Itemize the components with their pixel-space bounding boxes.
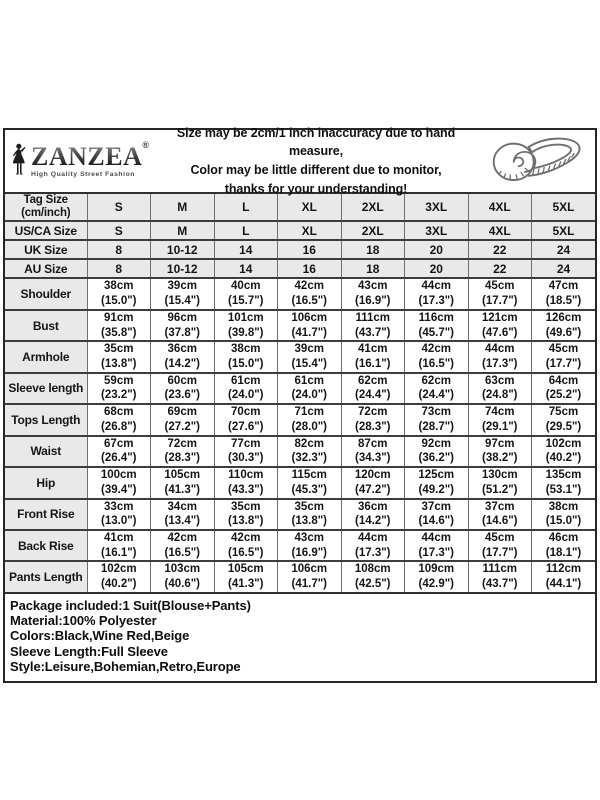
size-col-header: S — [87, 194, 151, 221]
measurement-cell: 72cm (28.3") — [151, 436, 215, 467]
woman-silhouette-icon — [11, 134, 29, 188]
info-line: Colors:Black,Wine Red,Beige — [10, 628, 190, 644]
size-cell: 4XL — [468, 221, 532, 240]
notice-line: thanks for your understanding! — [224, 181, 408, 196]
size-cell: 20 — [405, 240, 469, 259]
table-row — [5, 499, 595, 530]
measurement-cell: 126cm (49.6") — [532, 310, 596, 341]
corner-cell: Tag Size (cm/inch) — [5, 194, 87, 221]
measurement-cell: 71cm (28.0") — [278, 404, 342, 435]
size-cell: 22 — [468, 259, 532, 278]
table-row — [5, 561, 595, 591]
measurement-cell: 36cm (14.2") — [341, 499, 405, 530]
size-col-header: 4XL — [468, 194, 532, 221]
info-line: Material:100% Polyester — [10, 613, 157, 629]
measurement-cell: 40cm (15.7") — [214, 278, 278, 309]
size-cell: 10-12 — [151, 240, 215, 259]
size-cell: 10-12 — [151, 259, 215, 278]
size-cell: 24 — [532, 240, 596, 259]
measurement-cell: 125cm (49.2") — [405, 467, 469, 498]
size-col-header: M — [151, 194, 215, 221]
measurement-cell: 102cm (40.2") — [87, 561, 151, 591]
size-cell: 24 — [532, 259, 596, 278]
table-row — [5, 436, 595, 467]
measurement-cell: 37cm (14.6") — [405, 499, 469, 530]
size-col-header: 5XL — [532, 194, 596, 221]
measurement-cell: 67cm (26.4") — [87, 436, 151, 467]
row-label: Back Rise — [5, 530, 87, 561]
size-cell: 16 — [278, 240, 342, 259]
measurement-cell: 42cm (16.5") — [405, 341, 469, 372]
measurement-cell: 70cm (27.6") — [214, 404, 278, 435]
product-info — [5, 592, 595, 681]
notice-line: Color may be little different due to monitor, — [190, 163, 442, 177]
measurement-notice — [149, 124, 483, 199]
measurement-cell: 45cm (17.7") — [468, 278, 532, 309]
measurement-cell: 34cm (13.4") — [151, 499, 215, 530]
header — [5, 125, 595, 196]
table-row — [5, 221, 595, 240]
size-cell: 5XL — [532, 221, 596, 240]
measurement-cell: 106cm (41.7") — [278, 310, 342, 341]
measurement-cell: 43cm (16.9") — [278, 530, 342, 561]
table-row — [5, 404, 595, 435]
measurement-cell: 36cm (14.2") — [151, 341, 215, 372]
size-cell: M — [151, 221, 215, 240]
measurement-cell: 38cm (15.0") — [87, 278, 151, 309]
measurement-cell: 44cm (17.3") — [341, 530, 405, 561]
measurement-cell: 61cm (24.0") — [214, 373, 278, 404]
size-cell: 8 — [87, 259, 151, 278]
size-table — [5, 194, 595, 592]
row-label: Hip — [5, 467, 87, 498]
measurement-cell: 59cm (23.2") — [87, 373, 151, 404]
size-col-header: 2XL — [341, 194, 405, 221]
table-row — [5, 373, 595, 404]
measurement-cell: 35cm (13.8") — [87, 341, 151, 372]
measurement-cell: 120cm (47.2") — [341, 467, 405, 498]
registered-mark: ® — [142, 140, 149, 150]
row-label: US/CA Size — [5, 221, 87, 240]
measurement-cell: 103cm (40.6") — [151, 561, 215, 591]
measurement-cell: 46cm (18.1") — [532, 530, 596, 561]
row-label: Bust — [5, 310, 87, 341]
size-cell: 3XL — [405, 221, 469, 240]
measurement-cell: 96cm (37.8") — [151, 310, 215, 341]
size-cell: 18 — [341, 259, 405, 278]
measurement-cell: 33cm (13.0") — [87, 499, 151, 530]
measurement-cell: 116cm (45.7") — [405, 310, 469, 341]
measurement-cell: 62cm (24.4") — [341, 373, 405, 404]
measurement-cell: 60cm (23.6") — [151, 373, 215, 404]
row-label: Front Rise — [5, 499, 87, 530]
measurement-cell: 73cm (28.7") — [405, 404, 469, 435]
size-cell: S — [87, 221, 151, 240]
measurement-cell: 44cm (17.3") — [468, 341, 532, 372]
brand-tagline: High Quality Street Fashion — [31, 171, 135, 178]
measurement-cell: 62cm (24.4") — [405, 373, 469, 404]
size-cell: XL — [278, 221, 342, 240]
measurement-cell: 42cm (16.5") — [214, 530, 278, 561]
measurement-cell: 35cm (13.8") — [278, 499, 342, 530]
size-cell: 2XL — [341, 221, 405, 240]
measurement-cell: 43cm (16.9") — [341, 278, 405, 309]
notice-line: Size may be 2cm/1 inch inaccuracy due to hand measure, — [176, 125, 456, 159]
size-col-header: XL — [278, 194, 342, 221]
measurement-cell: 115cm (45.3") — [278, 467, 342, 498]
info-line: Style:Leisure,Bohemian,Retro,Europe — [10, 659, 241, 674]
row-label: Armhole — [5, 341, 87, 372]
table-row — [5, 240, 595, 259]
info-line: Sleeve Length:Full Sleeve — [10, 643, 168, 659]
measurement-cell: 100cm (39.4") — [87, 467, 151, 498]
measurement-cell: 64cm (25.2") — [532, 373, 596, 404]
measurement-cell: 105cm (41.3") — [214, 561, 278, 591]
measurement-cell: 72cm (28.3") — [341, 404, 405, 435]
table-row — [5, 341, 595, 372]
table-row — [5, 467, 595, 498]
measurement-cell: 35cm (13.8") — [214, 499, 278, 530]
measurement-cell: 38cm (15.0") — [214, 341, 278, 372]
table-row — [5, 259, 595, 278]
measurement-cell: 106cm (41.7") — [278, 561, 342, 591]
measurement-cell: 75cm (29.5") — [532, 404, 596, 435]
measurement-cell: 111cm (43.7") — [341, 310, 405, 341]
measurement-cell: 74cm (29.1") — [468, 404, 532, 435]
measurement-cell: 87cm (34.3") — [341, 436, 405, 467]
measurement-cell: 42cm (16.5") — [278, 278, 342, 309]
row-label: Shoulder — [5, 278, 87, 309]
measurement-cell: 121cm (47.6") — [468, 310, 532, 341]
row-label: Tops Length — [5, 404, 87, 435]
measurement-cell: 68cm (26.8") — [87, 404, 151, 435]
measurement-cell: 41cm (16.1") — [341, 341, 405, 372]
logo-text — [31, 140, 149, 178]
measurement-cell: 41cm (16.1") — [87, 530, 151, 561]
measurement-cell: 91cm (35.8") — [87, 310, 151, 341]
size-cell: 20 — [405, 259, 469, 278]
measurement-cell: 101cm (39.8") — [214, 310, 278, 341]
measurement-cell: 63cm (24.8") — [468, 373, 532, 404]
size-cell: 14 — [214, 259, 278, 278]
brand-name: ZANZEA — [31, 142, 143, 171]
measurement-cell: 130cm (51.2") — [468, 467, 532, 498]
measurement-cell: 44cm (17.3") — [405, 278, 469, 309]
measuring-tape-icon — [485, 134, 585, 188]
row-label: Sleeve length — [5, 373, 87, 404]
measurement-cell: 109cm (42.9") — [405, 561, 469, 591]
size-chart-panel — [3, 125, 597, 683]
measurement-cell: 102cm (40.2") — [532, 436, 596, 467]
size-cell: 18 — [341, 240, 405, 259]
measurement-cell: 105cm (41.3") — [151, 467, 215, 498]
info-line: Package included:1 Suit(Blouse+Pants) — [10, 597, 251, 613]
measurement-cell: 45cm (17.7") — [532, 341, 596, 372]
size-cell: 8 — [87, 240, 151, 259]
measurement-cell: 39cm (15.4") — [278, 341, 342, 372]
measurement-cell: 39cm (15.4") — [151, 278, 215, 309]
measurement-cell: 45cm (17.7") — [468, 530, 532, 561]
row-label: AU Size — [5, 259, 87, 278]
measurement-cell: 69cm (27.2") — [151, 404, 215, 435]
measurement-cell: 44cm (17.3") — [405, 530, 469, 561]
measurement-cell: 77cm (30.3") — [214, 436, 278, 467]
size-table-body — [5, 194, 595, 592]
measurement-cell: 82cm (32.3") — [278, 436, 342, 467]
zanzea-logo — [9, 134, 149, 188]
measurement-cell: 110cm (43.3") — [214, 467, 278, 498]
row-label: Waist — [5, 436, 87, 467]
measurement-cell: 42cm (16.5") — [151, 530, 215, 561]
measurement-cell: 112cm (44.1") — [532, 561, 596, 591]
table-row — [5, 278, 595, 309]
table-row — [5, 310, 595, 341]
measurement-cell: 97cm (38.2") — [468, 436, 532, 467]
table-row — [5, 530, 595, 561]
measurement-cell: 135cm (53.1") — [532, 467, 596, 498]
measurement-cell: 38cm (15.0") — [532, 499, 596, 530]
size-col-header: L — [214, 194, 278, 221]
size-cell: L — [214, 221, 278, 240]
row-label: Pants Length — [5, 561, 87, 591]
size-cell: 14 — [214, 240, 278, 259]
size-col-header: 3XL — [405, 194, 469, 221]
measurement-cell: 111cm (43.7") — [468, 561, 532, 591]
measurement-cell: 37cm (14.6") — [468, 499, 532, 530]
size-cell: 22 — [468, 240, 532, 259]
row-label: UK Size — [5, 240, 87, 259]
measurement-cell: 47cm (18.5") — [532, 278, 596, 309]
measurement-cell: 61cm (24.0") — [278, 373, 342, 404]
size-cell: 16 — [278, 259, 342, 278]
measurement-cell: 108cm (42.5") — [341, 561, 405, 591]
measurement-cell: 92cm (36.2") — [405, 436, 469, 467]
